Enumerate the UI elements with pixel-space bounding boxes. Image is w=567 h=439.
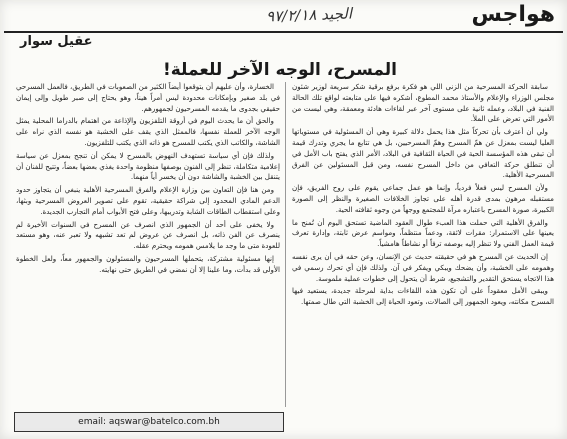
article-headline: المسرح، الوجه الآخر للعملة! bbox=[162, 60, 397, 80]
column-divider bbox=[285, 82, 286, 407]
paragraph: ولا يخفى على أحد أن الجمهور الذي انصرف عن المسرح في السنوات الأخيرة لم ينصرف عن الفن ذاته، بل انصرف عن عروض لم تعد تشبهه ولا تعبر عنه، وهو مستعد للعودة متى ما وجد ما يلامس همومه ويحترم عقله. bbox=[16, 219, 280, 251]
paragraph: ويبقى الأمل معقوداً على أن تكون هذه اللقاءات بداية لمرحلة جديدة، يستعيد فيها المسرح مكانته، ويعود الجمهور إلى الصالات، وتعود الحياة إلى الخشبة التي طال صمتها. bbox=[292, 286, 554, 307]
article-column-left bbox=[16, 82, 280, 407]
header-rule bbox=[4, 31, 563, 33]
paragraph: إنها مسئولية مشتركة، يتحملها المسرحيون والمسئولون والجمهور معاً، ولعل الخطوة الأولى قد بدأت، وما علينا إلا أن نمضي في الطريق حتى نهايته. bbox=[16, 253, 280, 274]
paragraph: ولذلك فإن أي سياسة تستهدف النهوض بالمسرح لا يمكن أن تنجح بمعزل عن سياسة إعلامية متكاملة، تنظر إلى الفنون بوصفها منظومة واحدة يغذي بعضها بعضاً، وتتيح للفنان أن يتنقل بين الخشبة والشاشة دون أن يخسر أياً منهما. bbox=[16, 150, 280, 182]
paragraph: والفرق الأهلية التي حملت هذا العبء طوال العقود الماضية تستحق اليوم أن تُمنح ما يعينها على الاستمرار: مقرات لائقة، ودعماً منتظماً، ومواسم عرض ثابتة، وإدارة تعرف قيمة العمل الفني ولا تنظر إليه بوصفه ترفاً أو نشاطاً هامشياً. bbox=[292, 217, 554, 249]
column-name: هواجس bbox=[471, 2, 555, 27]
paragraph: والحق أن ما يحدث اليوم في أروقة التلفزيون والإذاعة من اهتمام بالدراما المحلية يمثل الوجه الآخر للعملة نفسها، فالممثل الذي يقف على الخشبة هو نفسه الذي نراه على الشاشة، والكاتب الذي يكتب للمسرح هو ذاته الذي يكتب للتلفزيون. bbox=[16, 116, 280, 147]
handwritten-date-note: الجيد ٩٧/٢/١٨ bbox=[265, 4, 353, 26]
paragraph: ولي أن أعترف بأن تحركاً مثل هذا يحمل دلالة كبيرة وهي أن المسئولية في مستوياتها العليا ليست بمعزل عن همّ المسرح وهمّ المسرحيين، بل هي تتابع ما يجري وتدرك قيمة أن تبقى هذه المؤسسة الحية في الحياة الثقافية في البلاد، الأمر الذي يفتح باب الأمل في أن تنطلق حركة التعافي من داخل المسرح نفسه، ومن قبل المسئولين عن الفرق المسرحية الأهلية. bbox=[292, 127, 554, 180]
paragraph: سابقة الحركة المسرحية من الزنى اللي هو فكرة برفع برقية شكر سريعة لوزير شئون مجلس الوزراء والإعلام والأستاذ محمد المطوع، أشكره فيها على متابعته لواقع تلك الحالة الفنية في البلاد، وعمله ثانية على مستوى آخر عبر لقاءات هادئة ومعمقة، وهي ليست من الأمور التي تعرض على الملأ. bbox=[292, 82, 554, 124]
author-email: email: aqswar@batelco.com.bh bbox=[14, 412, 284, 432]
article-column-right bbox=[292, 82, 554, 407]
author-name: عقيل سوار bbox=[20, 34, 93, 49]
paragraph: ومن هنا فإن التعاون بين وزارة الإعلام والفرق المسرحية الأهلية ينبغي أن يتجاوز حدود الدعم المادي المحدود إلى شراكة حقيقية، تقوم على تصوير العروض المسرحية وبثها، وعلى استقطاب الطاقات الشابة وتدريبها، وعلى فتح الأبواب أمام التجارب الجديدة. bbox=[16, 185, 280, 216]
paragraph: الخسارة، وأن عليهم أن يتوقعوا أيضاً الكثير من الصعوبات في الطريق، فالعمل المسرحي في بلد صغير وبإمكانات محدودة ليس أمراً هيناً، وهو يحتاج إلى صبر طويل وإلى إيمان حقيقي بجدوى ما يقدمه المسرحيون لجمهورهم. bbox=[16, 82, 280, 113]
column-header bbox=[4, 2, 563, 32]
paragraph: ولأن المسرح ليس فعلاً فردياً، وإنما هو عمل جماعي يقوم على روح الفريق، فإن مستقبله مرهون بمدى قدرة أهله على تجاوز الخلافات الصغيرة والنظر إلى الصورة الكبيرة، صورة المسرح باعتباره مرآة للمجتمع ووجهاً من وجوه ثقافته الحية. bbox=[292, 183, 554, 214]
paragraph: إن الحديث عن المسرح هو في حقيقته حديث عن الإنسان، وعن حقه في أن يرى نفسه وهمومه على الخشبة، وأن يضحك ويبكي ويفكر في آن. ولذلك فإن أي تحرك رسمي في هذا الاتجاه يستحق التقدير والتشجيع، شرط أن يتحول إلى خطوات عملية ملموسة. bbox=[292, 251, 554, 283]
